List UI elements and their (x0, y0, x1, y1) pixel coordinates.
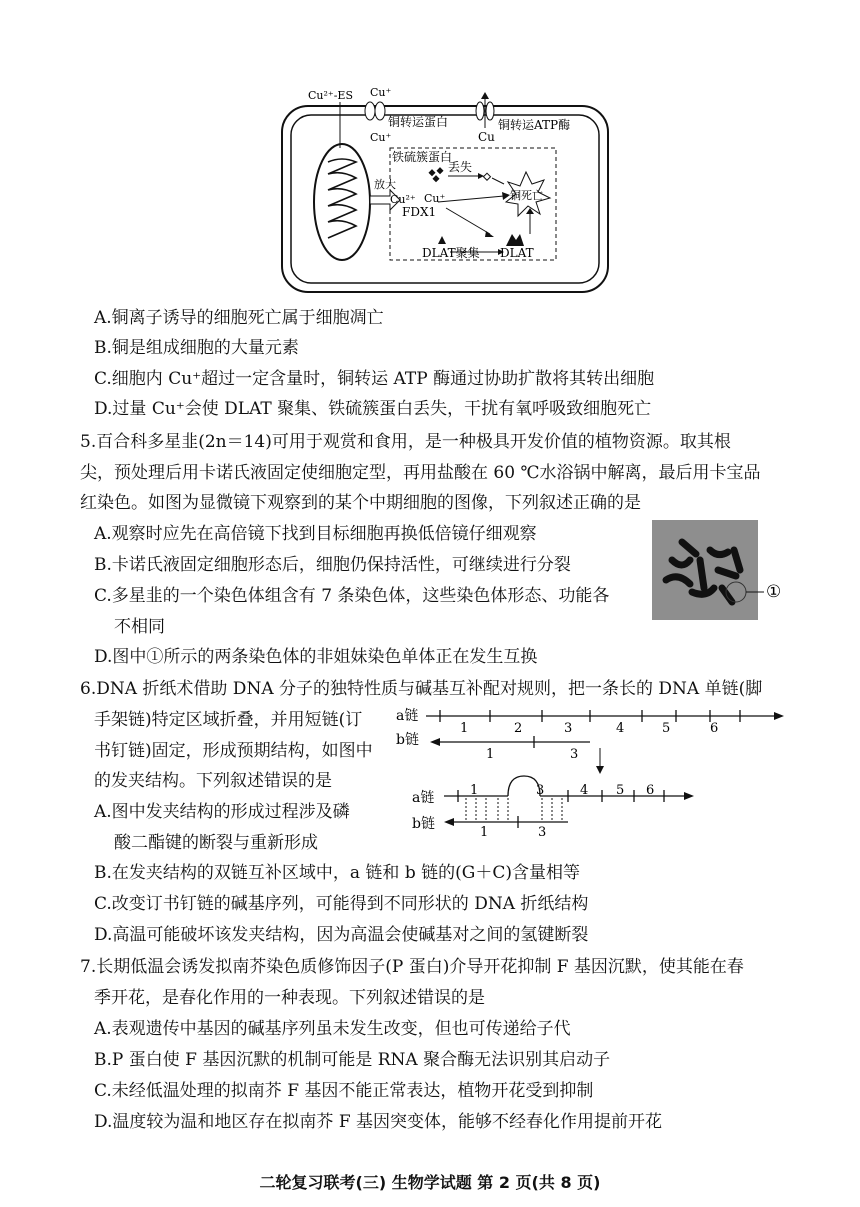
q7-option-b: B.P 蛋白使 F 基因沉默的机制可能是 RNA 聚合酶无法识别其启动子 (94, 1050, 611, 1070)
dna-hairpin-diagram (394, 704, 794, 838)
fold-seg-1: 1 (470, 783, 479, 798)
cu-plus-in-label: Cu⁺ (370, 131, 392, 144)
amplify-label: 放大 (374, 178, 396, 191)
fold-seg-3: 3 (536, 783, 545, 798)
a-chain-label-top: a链 (396, 708, 419, 724)
q6-option-b: B.在发夹结构的双链互补区域中，a 链和 b 链的(G＋C)含量相等 (94, 863, 580, 883)
q4-option-d: D.过量 Cu⁺会使 DLAT 聚集、铁硫簇蛋白丢失，干扰有氧呼吸致细胞死亡 (94, 399, 652, 419)
cu2-label: Cu²⁺ (390, 193, 416, 206)
fold-seg-6: 6 (646, 783, 655, 798)
q6-stem-line2: 手架链)特定区域折叠，并用短链(订 (94, 710, 363, 730)
cu-label: Cu (478, 130, 495, 144)
q6-option-a-line2: 酸二酯键的断裂与重新形成 (114, 833, 318, 853)
q5-option-d: D.图中①所示的两条染色体的非姐妹染色单体正在发生互换 (94, 647, 538, 667)
transporter-label: 铜转运蛋白 (388, 115, 449, 129)
page-footer: 二轮复习联考(三) 生物学试题 第 2 页(共 8 页) (259, 1173, 601, 1192)
q6-option-c: C.改变订书钉链的碱基序列，可能得到不同形状的 DNA 折纸结构 (94, 894, 589, 914)
cu-plus-top-label: Cu⁺ (370, 86, 392, 99)
q7-option-c: C.未经低温处理的拟南芥 F 基因不能正常表达，植物开花受到抑制 (94, 1081, 594, 1101)
b-seg-3: 3 (570, 747, 579, 762)
cuproptosis-diagram (278, 84, 614, 298)
top-seg-2: 2 (514, 721, 523, 736)
top-seg-1: 1 (460, 721, 469, 736)
q5-stem-line1: 5.百合科多星韭(2n＝14)可用于观赏和食用，是一种极具开发价值的植物资源。取其根 (80, 432, 731, 452)
fes-label: 铁硫簇蛋白 (392, 150, 453, 164)
q7-stem-line1: 7.长期低温会诱发拟南芥染色质修饰因子(P 蛋白)介导开花抑制 F 基因沉默，使其能在春 (80, 957, 744, 977)
top-seg-5: 5 (662, 721, 671, 736)
cu-plus-fdx-label: Cu⁺ (424, 192, 446, 205)
q6-stem-line1: 6.DNA 折纸术借助 DNA 分子的独特性质与碱基互补配对规则，把一条长的 DNA 单链(脚 (80, 679, 763, 699)
dlat-label: DLAT (500, 246, 534, 260)
fold-b-seg-3: 3 (538, 825, 547, 838)
micrograph-marker: ① (766, 582, 782, 602)
fold-b-seg-1: 1 (480, 825, 489, 838)
q5-option-c-line1: C.多星韭的一个染色体组含有 7 条染色体，这些染色体形态、功能各 (94, 586, 610, 606)
dlat-agg-label: DLAT聚集 (422, 246, 480, 260)
b-chain-label-top: b链 (396, 732, 419, 748)
q4-option-b: B.铜是组成细胞的大量元素 (94, 338, 299, 358)
fold-seg-5: 5 (616, 783, 625, 798)
q6-option-d: D.高温可能破坏该发夹结构，因为高温会使碱基对之间的氢键断裂 (94, 925, 589, 945)
b-seg-1: 1 (486, 747, 495, 762)
atpase-label: 铜转运ATP酶 (498, 118, 571, 132)
q5-stem-line3: 红染色。如图为显微镜下观察到的某个中期细胞的图像，下列叙述正确的是 (80, 493, 641, 513)
death-label: 铜死亡 (510, 189, 543, 202)
q6-option-a-line1: A.图中发夹结构的形成过程涉及磷 (94, 802, 350, 822)
q6-stem-line3: 书钉链)固定，形成预期结构，如图中 (94, 741, 373, 761)
q5-stem-line2: 尖，预处理后用卡诺氏液固定使细胞定型，再用盐酸在 60 ℃水浴锅中解离，最后用卡宝品 (80, 463, 761, 483)
fold-seg-4: 4 (580, 783, 589, 798)
lost-label: 丢失 (448, 160, 473, 174)
q7-option-a: A.表观遗传中基因的碱基序列虽未发生改变，但也可传递给子代 (94, 1019, 571, 1039)
q4-option-a: A.铜离子诱导的细胞死亡属于细胞凋亡 (94, 308, 384, 328)
q7-stem-line2: 季开花，是春化作用的一种表现。下列叙述错误的是 (94, 988, 485, 1008)
q6-stem-line4: 的发夹结构。下列叙述错误的是 (94, 771, 332, 791)
q5-option-c-line2: 不相同 (114, 617, 165, 637)
q5-option-b: B.卡诺氏液固定细胞形态后，细胞仍保持活性，可继续进行分裂 (94, 555, 571, 575)
q5-option-a: A.观察时应先在高倍镜下找到目标细胞再换低倍镜仔细观察 (94, 524, 537, 544)
a-chain-label-folded: a链 (412, 790, 435, 806)
top-seg-4: 4 (616, 721, 625, 736)
q7-option-d: D.温度较为温和地区存在拟南芥 F 基因突变体，能够不经春化作用提前开花 (94, 1112, 663, 1132)
b-chain-label-folded: b链 (412, 816, 435, 832)
top-seg-6: 6 (710, 721, 719, 736)
cu-es-label: Cu²⁺-ES (308, 89, 353, 102)
fdx1-label: FDX1 (402, 205, 437, 219)
top-seg-3: 3 (564, 721, 573, 736)
q4-option-c: C.细胞内 Cu⁺超过一定含量时，铜转运 ATP 酶通过协助扩散将其转出细胞 (94, 369, 655, 389)
chromosome-micrograph (652, 520, 838, 620)
